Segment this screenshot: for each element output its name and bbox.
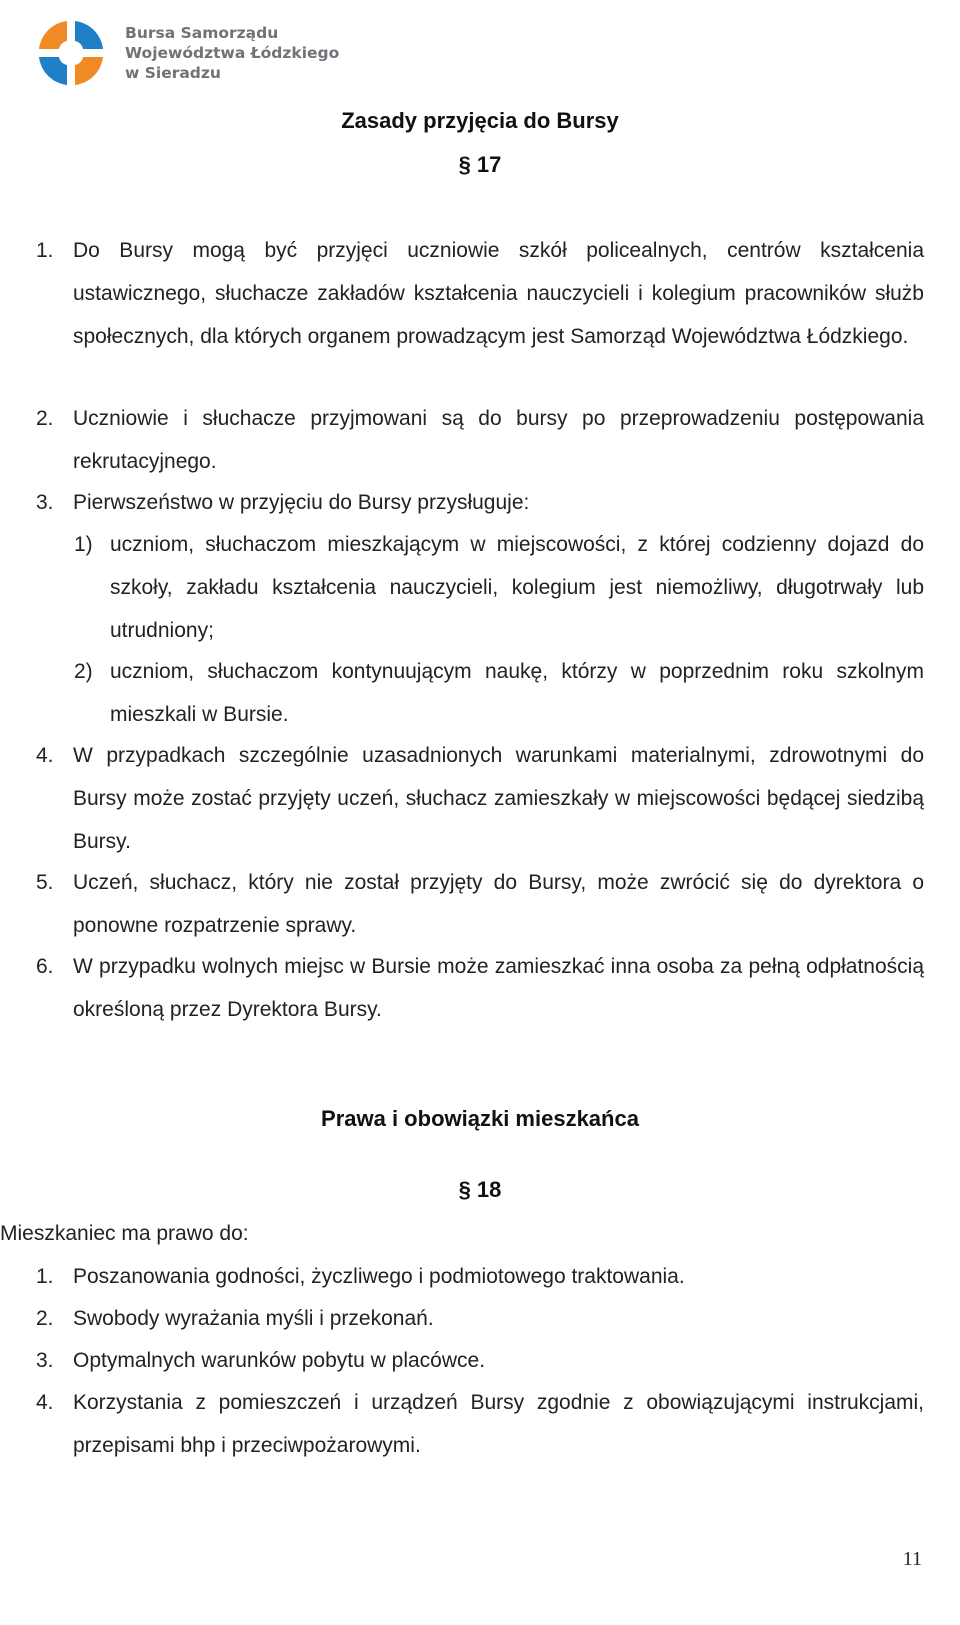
sub-list-item-number: 2): [74, 660, 93, 683]
page-number: 11: [902, 1548, 922, 1570]
list-item-number: 2.: [36, 407, 54, 430]
institution-logo: [37, 19, 339, 87]
list-item-number: 4.: [36, 744, 54, 767]
list-item-text: Do Bursy mogą być przyjęci uczniowie szkół policealnych, centrów kształcenia ustawicznego, słuchacze zakładów kształcenia nauczycieli i kolegium pracowników służb społecznych, dla których organem prowadzącym jest Samorząd Województwa Łódzkiego.: [73, 239, 924, 348]
logo-text: [125, 23, 339, 83]
list-item-text: W przypadkach szczególnie uzasadnionych warunkami materialnymi, zdrowotnymi do Bursy może zostać przyjęty uczeń, słuchacz zamieszkały w miejscowości będącej siedzibą Bursy.: [73, 744, 924, 853]
sub-list-item-text: uczniom, słuchaczom kontynuującym naukę, którzy w poprzednim roku szkolnym mieszkali w Bursie.: [110, 660, 924, 726]
list-item-text: Optymalnych warunków pobytu w placówce.: [73, 1349, 486, 1372]
bursa-logo-icon: [37, 19, 105, 87]
list-item: [36, 229, 924, 358]
list-item: [36, 734, 924, 863]
list-item: [36, 481, 924, 524]
section-2-paragraph: § 18: [458, 1177, 502, 1202]
list-item: [36, 397, 924, 483]
section-1-title: Zasady przyjęcia do Bursy: [341, 108, 619, 133]
list-item-number: 4.: [36, 1391, 54, 1414]
list-item-text: Swobody wyrażania myśli i przekonań.: [73, 1307, 434, 1330]
list-item-number: 1.: [36, 1265, 54, 1288]
list-item: [36, 1255, 924, 1298]
list-item-number: 3.: [36, 1349, 54, 1372]
logo-line-2: Województwa Łódzkiego: [125, 44, 340, 62]
list-item-text: Uczeń, słuchacz, który nie został przyjęty do Bursy, może zwrócić się do dyrektora o ponowne rozpatrzenie sprawy.: [73, 871, 924, 937]
logo-line-1: Bursa Samorządu: [125, 24, 279, 42]
list-item-text: Korzystania z pomieszczeń i urządzeń Bursy zgodnie z obowiązującymi instrukcjami, przepisami bhp i przeciwpożarowymi.: [73, 1391, 924, 1457]
list-item: [36, 1381, 924, 1467]
list-item: [36, 861, 924, 947]
logo-line-3: w Sieradzu: [125, 64, 221, 82]
sub-list-item-number: 1): [74, 533, 93, 556]
list-item-number: 3.: [36, 491, 54, 514]
list-item: [36, 1297, 924, 1340]
sub-list-item: [74, 523, 924, 652]
list-item-text: Poszanowania godności, życzliwego i podmiotowego traktowania.: [73, 1265, 685, 1288]
list-item-text: W przypadku wolnych miejsc w Bursie może zamieszkać inna osoba za pełną odpłatnością określoną przez Dyrektora Bursy.: [73, 955, 924, 1021]
sub-list-item: [74, 650, 924, 736]
list-item-number: 6.: [36, 955, 54, 978]
section-1-paragraph: § 17: [458, 152, 502, 177]
list-item-text: Uczniowie i słuchacze przyjmowani są do bursy po przeprowadzeniu postępowania rekrutacyjnego.: [73, 407, 924, 473]
list-item: [36, 945, 924, 1031]
list-item: [36, 1339, 924, 1382]
list-item-text: Pierwszeństwo w przyjęciu do Bursy przysługuje:: [73, 491, 530, 514]
list-item-number: 2.: [36, 1307, 54, 1330]
sub-list-item-text: uczniom, słuchaczom mieszkającym w miejscowości, z której codzienny dojazd do szkoły, zakładu kształcenia nauczycieli, kolegium jest niemożliwy, długotrwały lub utrudniony;: [110, 533, 924, 642]
section-2-title: Prawa i obowiązki mieszkańca: [321, 1106, 639, 1131]
section-2-intro: Mieszkaniec ma prawo do:: [0, 1222, 249, 1245]
list-item-number: 5.: [36, 871, 54, 894]
list-item-number: 1.: [36, 239, 54, 262]
